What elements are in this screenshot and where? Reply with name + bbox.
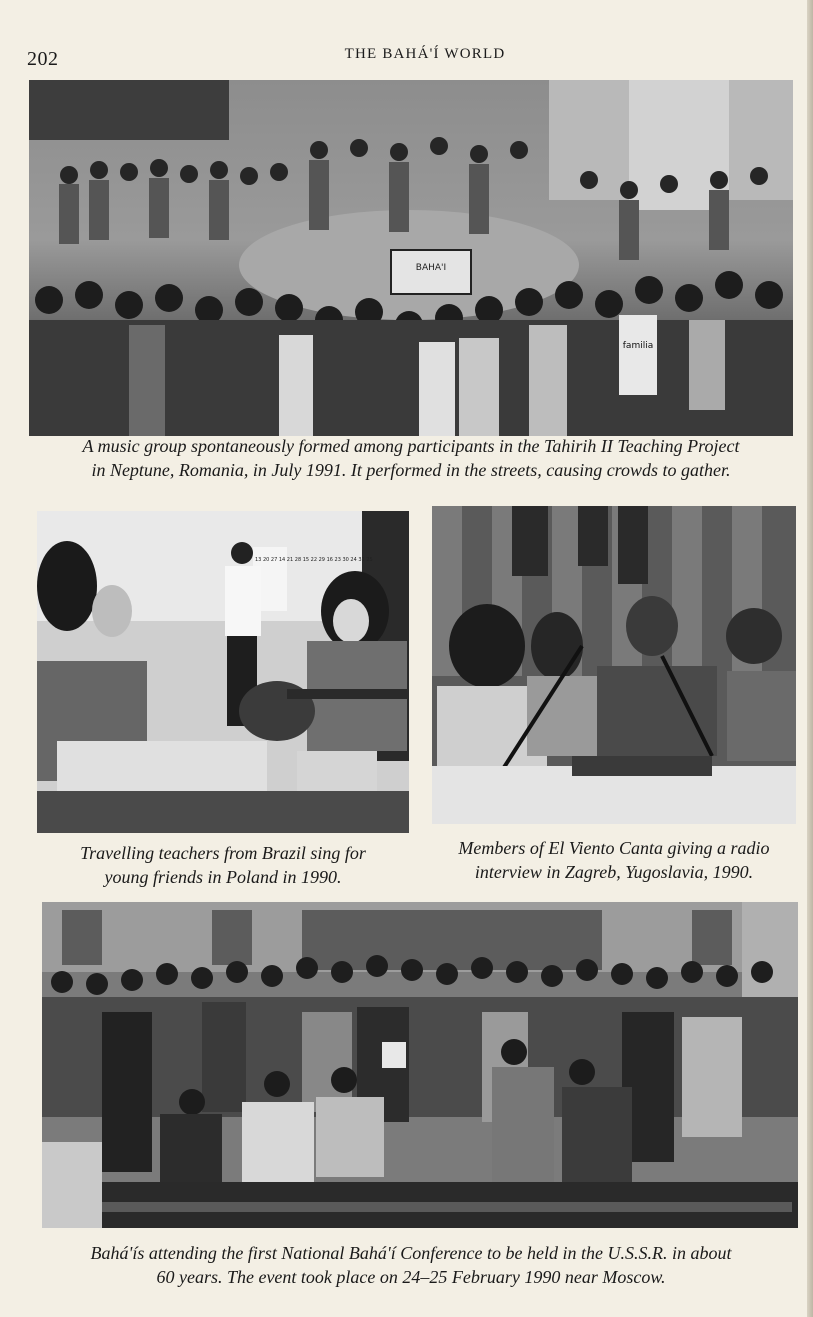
page-edge: [807, 0, 813, 1317]
caption-moscow-line-1: Bahá'ís attending the first National Bahá'í Conference to be held in the U.S.S.R. in about: [90, 1243, 732, 1263]
photo-poland-singers: [37, 511, 409, 833]
photo-moscow-conference-group: [42, 902, 798, 1228]
caption-moscow-line-2: 60 years. The event took place on 24–25 February 1990 near Moscow.: [156, 1267, 666, 1287]
caption-romania: [20, 434, 802, 482]
caption-romania-line-1: A music group spontaneously formed among participants in the Tahirih II Teaching Project: [82, 436, 740, 456]
page-number: 202: [27, 48, 59, 70]
caption-zagreb-line-1: Members of El Viento Canta giving a radio: [458, 838, 770, 858]
caption-poland: [37, 841, 409, 889]
caption-moscow: [20, 1241, 802, 1289]
running-head: THE BAHÁ'Í WORLD: [344, 46, 506, 62]
photo-romania-street-crowd: [29, 80, 793, 436]
caption-zagreb: [432, 836, 796, 884]
caption-poland-line-1: Travelling teachers from Brazil sing for: [80, 843, 366, 863]
caption-zagreb-line-2: interview in Zagreb, Yugoslavia, 1990.: [474, 862, 754, 882]
photo-zagreb-radio-interview: [432, 506, 796, 824]
tshirt-text: familia: [622, 341, 654, 351]
caption-romania-line-2: in Neptune, Romania, in July 1991. It performed in the streets, causing crowds to gather.: [91, 460, 731, 480]
street-sign-text: BAHA'I: [415, 263, 447, 273]
calendar-text: 13 20 27 14 21 28 15 22 29 16 23 30 24 31 25: [255, 557, 373, 563]
caption-poland-line-2: young friends in Poland in 1990.: [104, 867, 342, 887]
